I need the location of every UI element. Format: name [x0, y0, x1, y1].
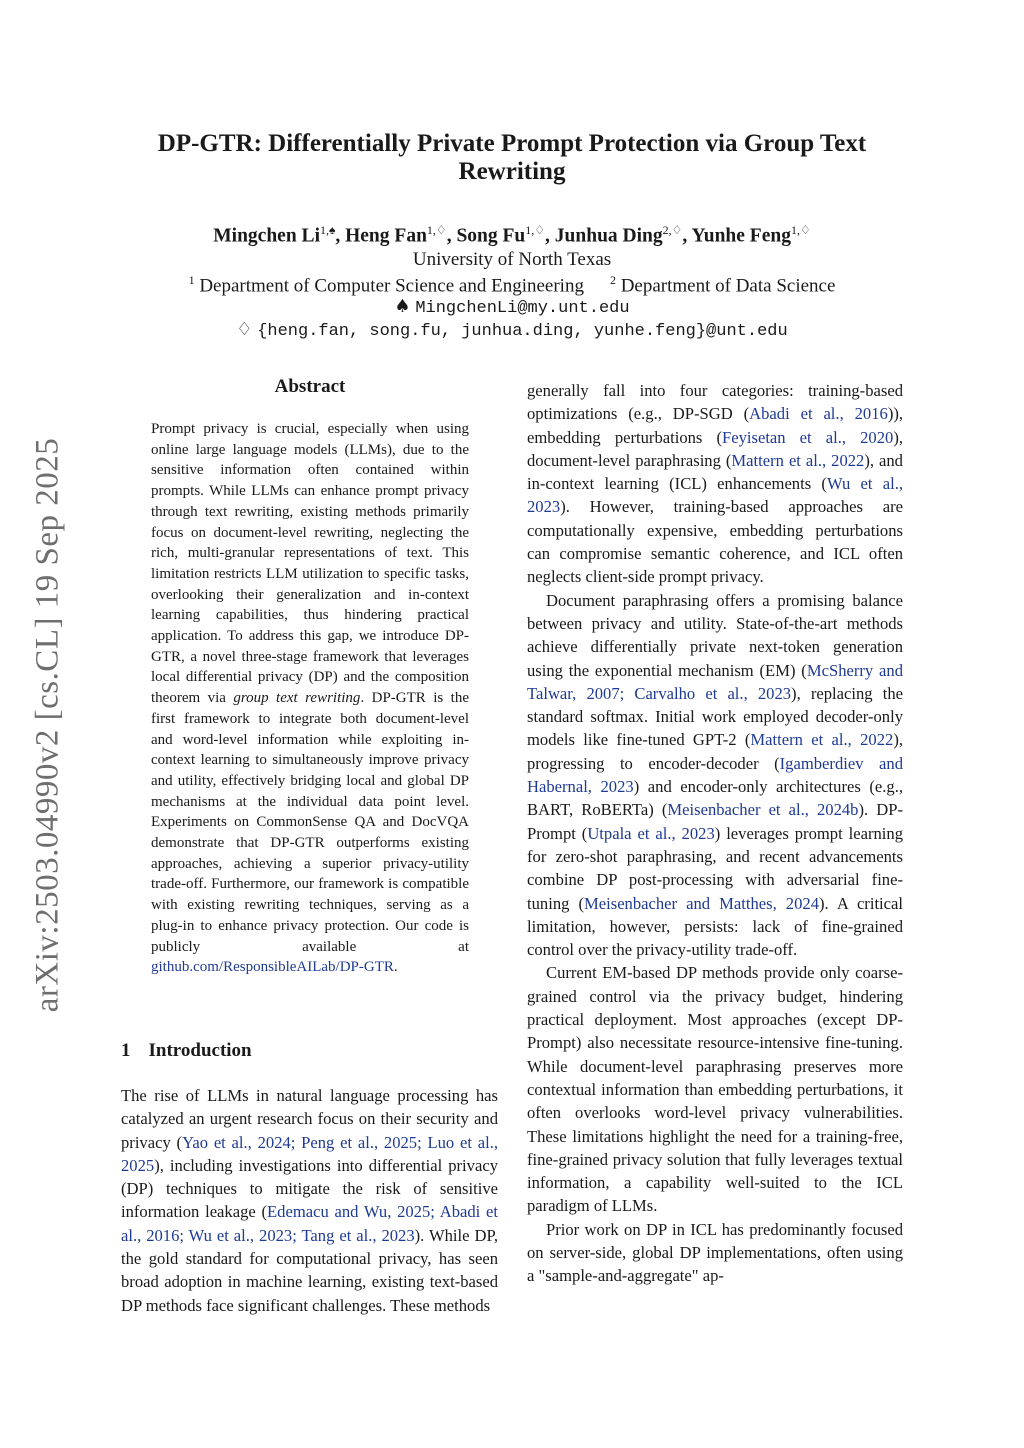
author-name: Yunhe Feng: [691, 225, 791, 247]
citation-link[interactable]: Wu et al., 2023: [527, 474, 904, 517]
diamond-icon: ♢: [236, 318, 253, 340]
paragraph-text: ). While DP, the gold standard for computational privacy, has seen broad adoption in machine learning, existing text-based DP methods face significant challenges. These methods: [121, 1225, 498, 1315]
department-name: Department of Computer Science and Engineering: [199, 274, 584, 296]
author-block: [120, 218, 904, 342]
author-affil-mark: 2,♢: [662, 223, 683, 237]
abstract-text-part: .: [393, 959, 398, 976]
paragraph-text: Prior work on DP in ICL has predominantly focused on server-side, global DP implementations, often using a "sample-and-aggregate" ap-: [527, 1219, 903, 1286]
section-title: Introduction: [148, 1040, 252, 1061]
paragraph-text: ) leverages prompt learning for zero-shot paraphrasing, and recent advancements combine DP post-processing with adversarial fine-tuning (: [527, 823, 903, 913]
paragraph-text: Document paraphrasing offers a promising balance between privacy and utility. State-of-the-art methods achieve differentially private next-token generation using the exponential mechanism (EM) (: [527, 590, 903, 680]
github-link[interactable]: github.com/ResponsibleAILab/DP-GTR: [151, 959, 394, 976]
intro-paragraph-1: [121, 1084, 498, 1317]
departments: [120, 270, 904, 296]
paragraph-text: Current EM-based DP methods provide only coarse-grained control via the privacy budget, hindering practical deployment. Most approaches (except DP-Prompt) also necessitate resource-intensive fine-tuning. While document-level paraphrasing preserves more contextual information than embedding perturbations, it often overlooks word-level privacy vulnerabilities. These limitations highlight the need for a training-free, fine-grained privacy solution that fully leverages textual information, a capability well-suited to the ICL paradigm of LLMs.: [527, 963, 903, 1216]
department-name: Department of Data Science: [620, 274, 836, 296]
author-affil-mark: 1,♢: [525, 223, 546, 237]
department-num: 2: [609, 272, 616, 287]
department-1: [189, 270, 584, 296]
paragraph-text: ), and in-context learning (ICL) enhancements (: [527, 450, 903, 494]
department-2: [610, 270, 835, 296]
author-name: Heng Fan: [345, 225, 427, 247]
abstract-heading: Abstract: [274, 376, 346, 397]
author-list: Mingchen $Li^{1,♠}$, Heng Fan$^{1,♢}$, Song $Fu^{1,♢}$, Junhua Ding$^{2,♢}$, Yunhe Feng$^{1,♢}$: [213, 223, 811, 247]
author-name: Junhua Ding: [554, 225, 663, 247]
email-line-2: [120, 319, 904, 342]
citation-link[interactable]: Edemacu and Wu, 2025; Abadi et al., 2016; Wu et al., 2023; Tang et al., 2023: [121, 1202, 498, 1245]
citation-link[interactable]: Meisenbacher and Matthes, 2024: [584, 893, 819, 913]
citation-link[interactable]: Mattern et al., 2022: [750, 730, 894, 750]
section-heading: [121, 1040, 498, 1062]
paragraph-text: generally fall into four categories: training-based optimizations (e.g., DP-SGD (: [527, 381, 903, 424]
paragraph-text: ), including investigations into differential privacy (DP) techniques to mitigate the risk of sensitive information leakage (: [121, 1155, 498, 1222]
paragraph-text: ). However, training-based approaches are computationally expensive, embedding perturbations can compromise semantic coherence, and ICL often neglects client-side prompt privacy.: [527, 497, 903, 587]
author-affil-mark: 1,♢: [790, 223, 811, 237]
abstract-text: [151, 419, 469, 978]
author-affil-mark: 1,♢: [426, 223, 447, 237]
right-column: [527, 379, 903, 1288]
paragraph-text: )), embedding perturbations (: [527, 404, 904, 447]
introduction-section: [121, 1040, 498, 1317]
citation-link[interactable]: Mattern et al., 2022: [731, 450, 865, 470]
paragraph-text: ), replacing the standard softmax. Initial work employed decoder-only models like fine-tuned GPT-2 (: [527, 683, 903, 750]
author-name: Song Fu: [456, 225, 526, 247]
email-line-1: [120, 296, 904, 319]
abstract-text-part: . DP-GTR is the first framework to integrate both document-level and word-level information while exploiting in-context learning to simultaneously improve privacy and utility, effectively bridging local and global DP mechanisms at the individual data point level. Experiments on CommonSense QA and DocVQA demonstrate that DP-GTR outperforms existing approaches, achieving a superior privacy-utility trade-off. Furthermore, our framework is compatible with existing rewriting techniques, serving as a plug-in to enhance privacy protection. Our code is publicly available at: [151, 690, 469, 955]
citation-link[interactable]: Abadi et al., 2016: [749, 404, 888, 424]
right-paragraph-3: [527, 961, 903, 1217]
paragraph-text: ). A critical limitation, however, persists: lack of fine-grained control over the privacy-utility trade-off.: [527, 893, 904, 960]
citation-link[interactable]: Igamberdiev and Habernal, 2023: [527, 753, 903, 797]
citation-link[interactable]: McSherry and Talwar, 2007; Carvalho et al., 2023: [527, 660, 903, 703]
abstract-section: [151, 376, 469, 978]
paragraph-text: ), document-level paraphrasing (: [527, 427, 903, 470]
abstract-text-part: Prompt privacy is crucial, especially when using online large language models (LLMs), due to the sensitive information often contained within prompts. While LLMs can enhance prompt privacy through text rewriting, existing methods primarily focus on document-level rewriting, neglecting the rich, multi-granular representations of text. This limitation restricts LLM utilization to specific tasks, overlooking their generalization and in-context learning capabilities, thus hindering practical application. To address this gap, we introduce DP-GTR, a novel three-stage framework that leverages local differential privacy (DP) and the composition theorem via: [151, 421, 469, 707]
author-affil-mark: 1,♠: [319, 223, 336, 237]
right-paragraph-2: [527, 589, 903, 962]
paper-title: DP-GTR: Differentially Private Prompt Protection via Group Text Rewriting: [157, 130, 867, 185]
author-name: Mingchen Li: [213, 225, 320, 247]
section-number: 1: [121, 1040, 131, 1061]
email-address[interactable]: {heng.fan, song.fu, junhua.ding, yunhe.feng}@unt.edu: [257, 321, 788, 341]
arxiv-id: arXiv:2503.04990v2 [cs.CL] 19 Sep 2025: [29, 437, 66, 1013]
right-paragraph-1: [527, 379, 903, 589]
citation-link[interactable]: Utpala et al., 2023: [587, 823, 715, 843]
paragraph-text: The rise of LLMs in natural language processing has catalyzed an urgent research focus on their security and privacy (: [121, 1086, 498, 1152]
citation-link[interactable]: Feyisetan et al., 2020: [722, 427, 894, 447]
paragraph-text: ), progressing to encoder-decoder (: [527, 730, 903, 773]
right-paragraph-4: [527, 1218, 903, 1288]
paragraph-text: ) and encoder-only architectures (e.g., BART, RoBERTa) (: [527, 777, 903, 820]
citation-link[interactable]: Meisenbacher et al., 2024b: [667, 800, 859, 820]
university: University of North Texas: [412, 248, 612, 270]
email-address[interactable]: MingchenLi@my.unt.edu: [415, 298, 630, 318]
department-num: 1: [188, 272, 195, 287]
spade-icon: ♠: [394, 295, 411, 317]
abstract-emphasis: group text rewriting: [233, 690, 361, 707]
citation-link[interactable]: Yao et al., 2024; Peng et al., 2025; Luo et al., 2025: [121, 1132, 498, 1175]
paragraph-text: ). DP-Prompt (: [527, 800, 903, 843]
